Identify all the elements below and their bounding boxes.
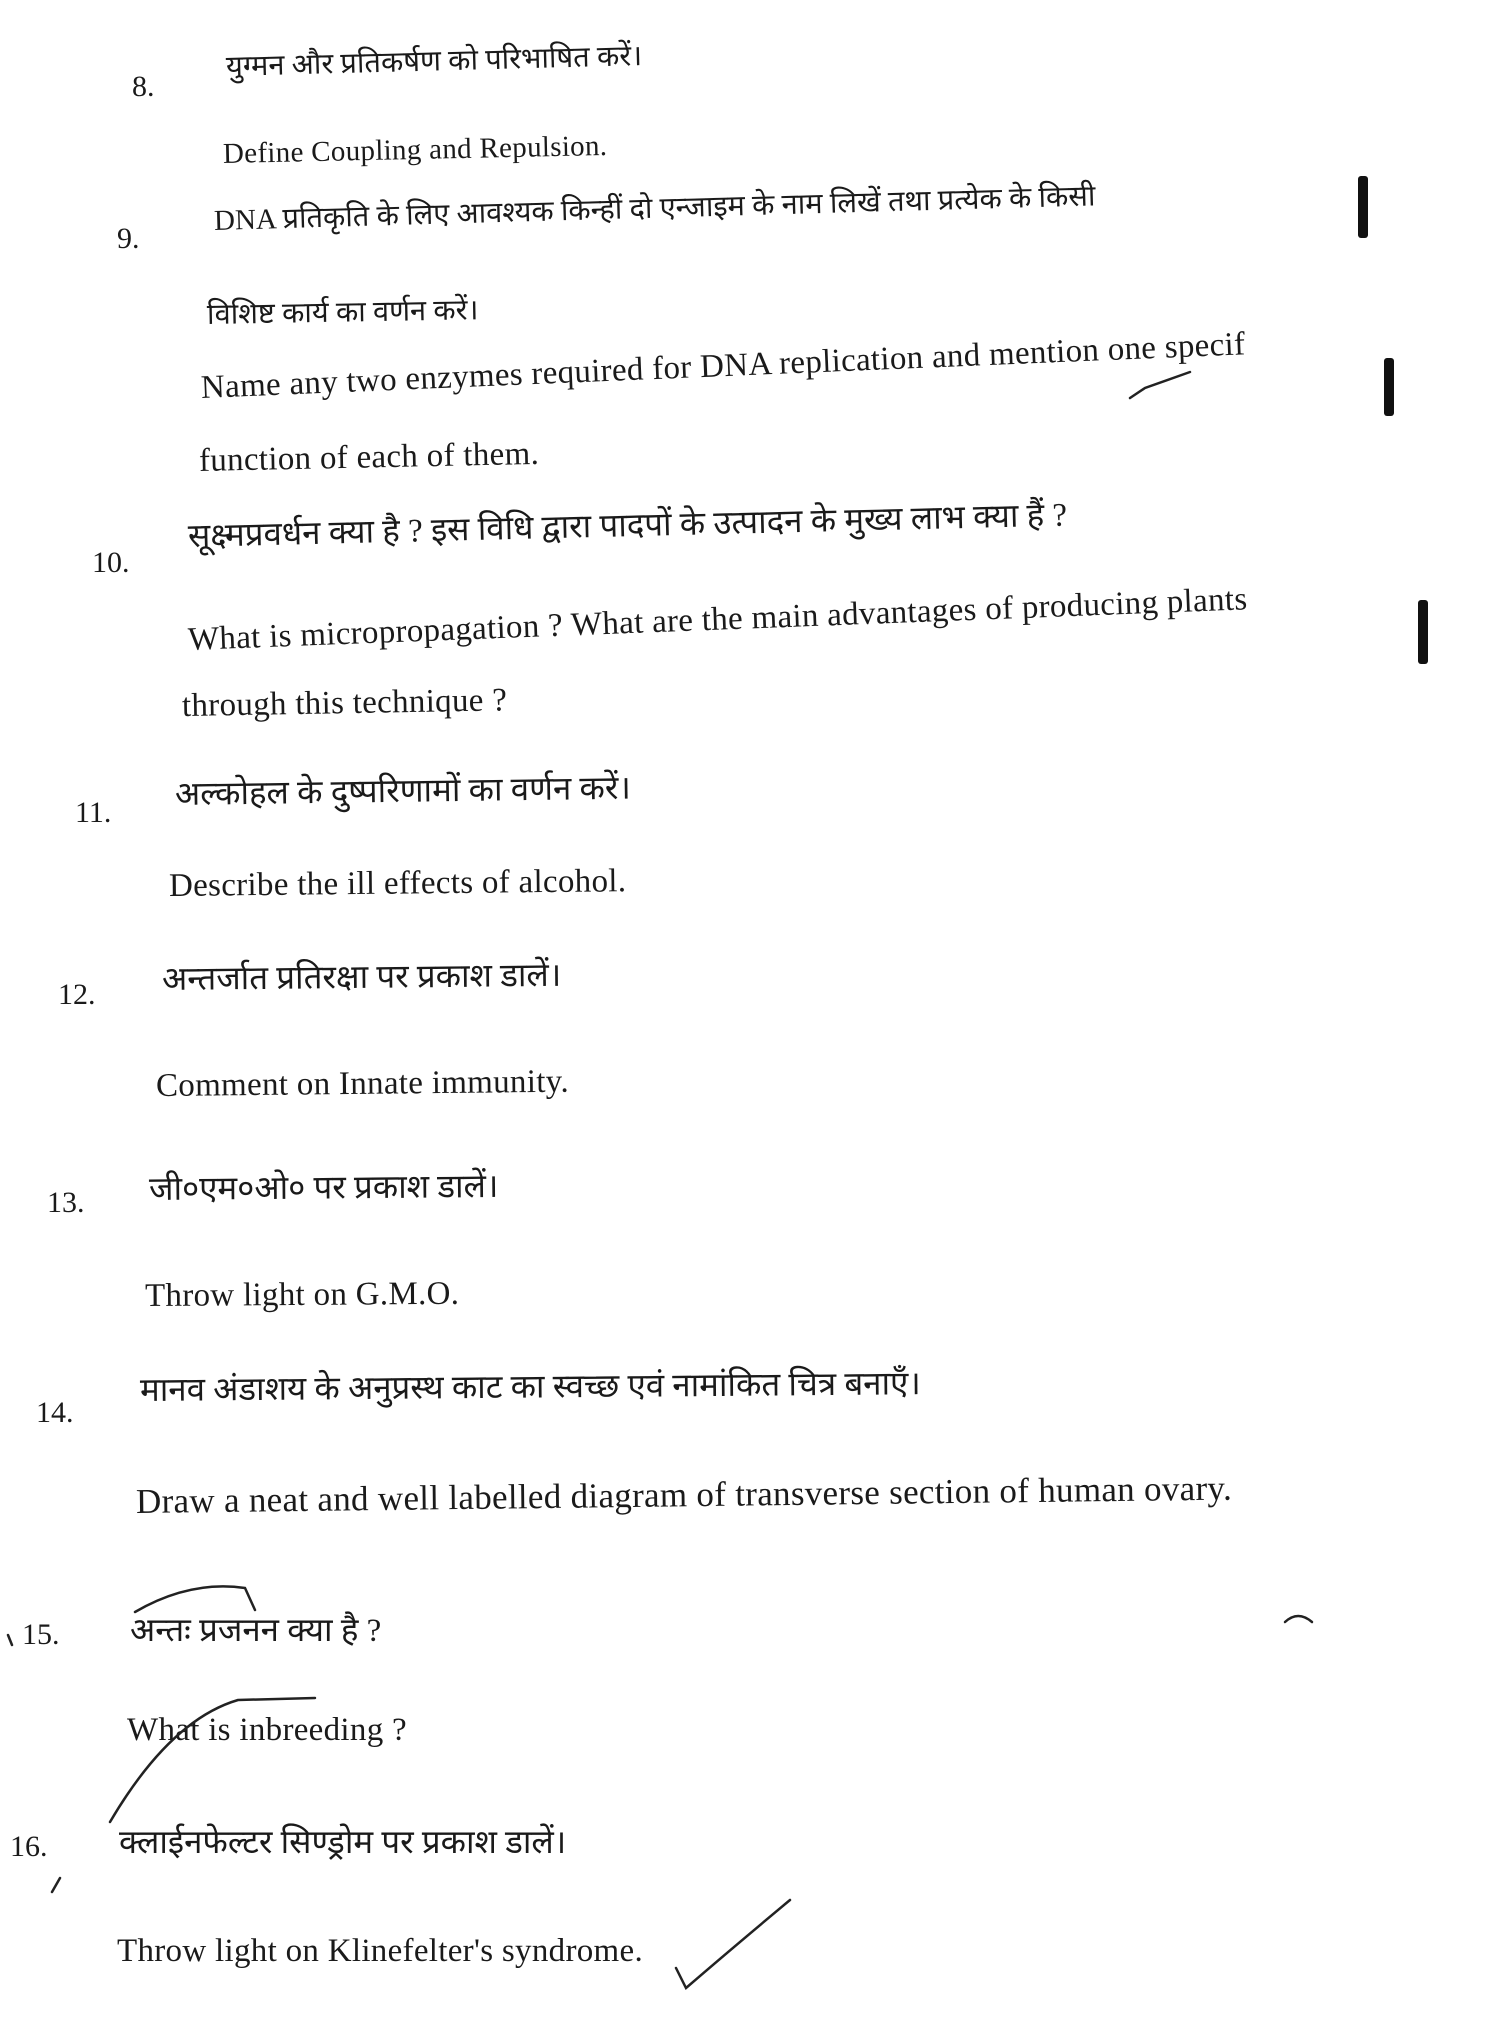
question-number: 10. (92, 546, 130, 579)
question-english: What is micropropagation ? What are the main advantages of producing plants (187, 581, 1249, 658)
question-hindi: युग्मन और प्रतिकर्षण को परिभाषित करें। (225, 40, 643, 83)
question-hindi: DNA प्रतिकृति के लिए आवश्यक किन्हीं दो एन्जाइम के नाम लिखें तथा प्रत्येक के किसी (213, 180, 1096, 237)
question-hindi: मानव अंडाशय के अनुप्रस्थ काट का स्वच्छ एवं नामांकित चित्र बनाएँ। (139, 1366, 922, 1409)
pen-tick-mark (52, 1878, 60, 1892)
question-number: 9. (117, 222, 140, 255)
pen-tick-mark (8, 1635, 12, 1645)
question-hindi: क्लाईनफेल्टर सिण्ड्रोम पर प्रकाश डालें। (119, 1825, 567, 1861)
question-english: Draw a neat and well labelled diagram of transverse section of human ovary. (135, 1468, 1233, 1521)
question-hindi: जी०एम०ओ० पर प्रकाश डालें। (148, 1168, 499, 1208)
question-number: 12. (58, 978, 96, 1011)
pen-check-mark (676, 1900, 790, 1988)
question-english: Define Coupling and Repulsion. (222, 129, 608, 170)
question-english: Describe the ill effects of alcohol. (168, 863, 627, 904)
question-number: 8. (132, 70, 155, 103)
scan-mark (1358, 176, 1368, 238)
question-number: 15. (22, 1618, 60, 1651)
question-number: 13. (47, 1186, 85, 1219)
question-english: Throw light on G.M.O. (144, 1275, 460, 1314)
question-hindi: अन्तः प्रजनन क्या है ? (130, 1613, 382, 1649)
scan-mark (1418, 600, 1428, 664)
pen-tick-mark (1130, 372, 1190, 398)
question-hindi: अन्तर्जात प्रतिरक्षा पर प्रकाश डालें। (161, 957, 562, 998)
question-english: Name any two enzymes required for DNA replication and mention one specif (200, 326, 1247, 406)
question-number: 11. (75, 796, 112, 829)
question-hindi: अल्कोहल के दुष्परिणामों का वर्णन करें। (174, 770, 632, 813)
question-english: Throw light on Klinefelter's syndrome. (117, 1933, 643, 1969)
question-number: 16. (10, 1830, 48, 1863)
question-hindi: सूक्ष्मप्रवर्धन क्या है ? इस विधि द्वारा पादपों के उत्पादन के मुख्य लाभ क्या हैं ? (187, 497, 1068, 555)
question-number: 14. (36, 1396, 74, 1429)
pen-arc-mark (1285, 1616, 1312, 1622)
scan-mark (1384, 358, 1394, 416)
question-hindi: विशिष्ट कार्य का वर्णन करें। (206, 294, 479, 331)
question-english: What is inbreeding ? (127, 1712, 407, 1748)
question-english: function of each of them. (198, 435, 540, 479)
question-english: through this technique ? (181, 682, 508, 724)
question-english: Comment on Innate immunity. (155, 1063, 570, 1104)
